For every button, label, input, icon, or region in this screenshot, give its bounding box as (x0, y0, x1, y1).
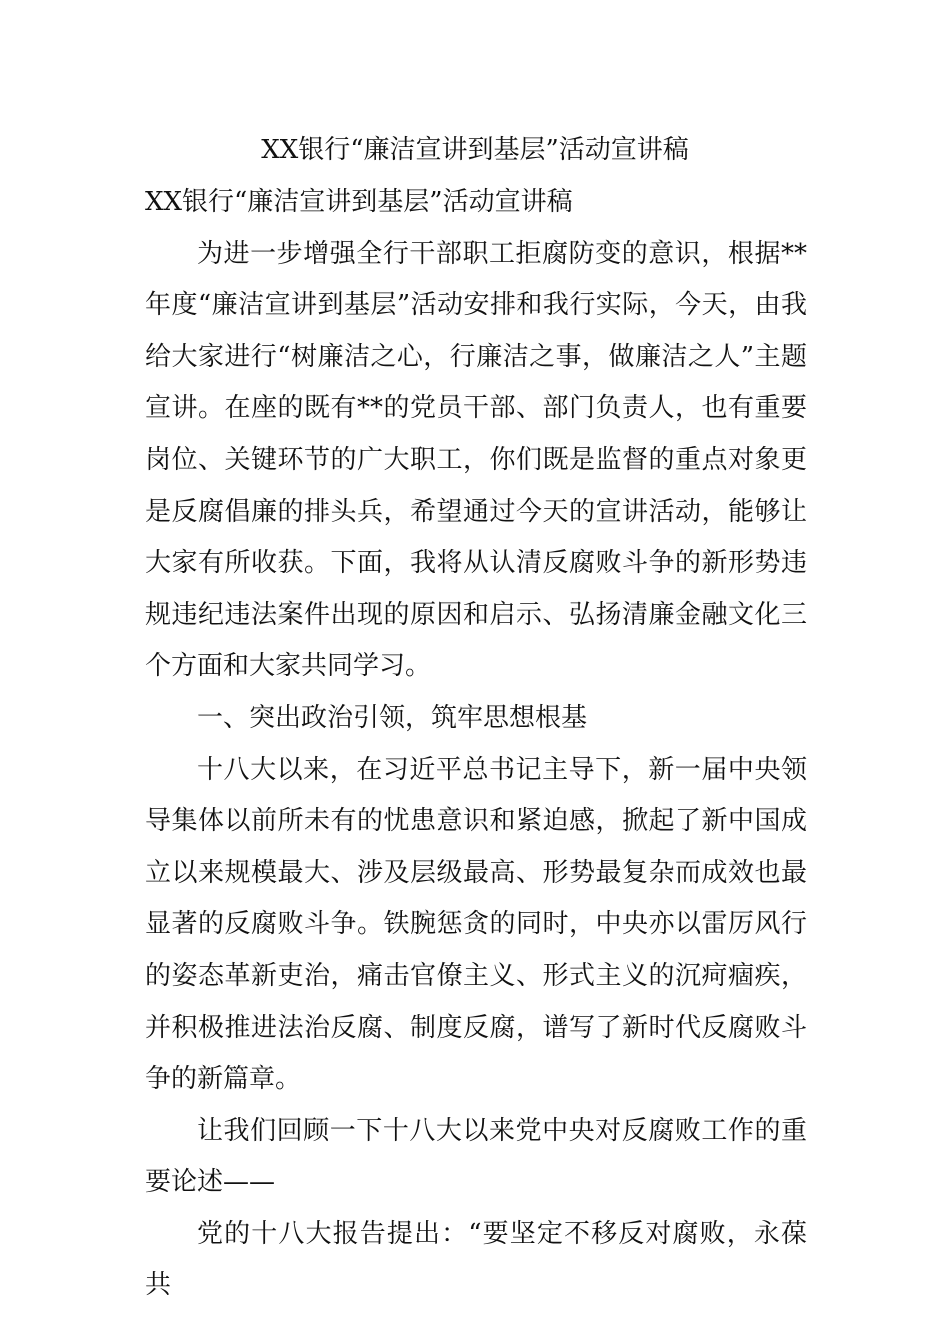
document-subtitle: XX银行“廉洁宣讲到基层”活动宣讲稿 (145, 187, 573, 217)
document-body (145, 177, 807, 1312)
paragraph-report: 党的十八大报告提出：“要坚定不移反对腐败，永葆共 (145, 1218, 807, 1301)
paragraph-section-1: 十八大以来，在习近平总书记主导下，新一届中央领导集体以前所未有的忧患意识和紧迫感，掀起了新中国成立以来规模最大、涉及层级最高、形势最复杂而成效也最显著的反腐败斗争。铁腕惩贪的同时，中央亦以雷厉风行的姿态革新吏治，痛击官僚主义、形式主义的沉疴痼疾，并积极推进法治反腐、制度反腐，谱写了新时代反腐败斗争的新篇章。 (145, 754, 807, 1095)
section-heading-1: 一、突出政治引领，筑牢思想根基 (197, 702, 588, 733)
paragraph-intro: 为进一步增强全行干部职工拒腐防变的意识，根据**年度“廉洁宣讲到基层”活动安排和我行实际，今天，由我给大家进行“树廉洁之心，行廉洁之事，做廉洁之人”主题宣讲。在座的既有**的党员干部、部门负责人，也有重要岗位、关键环节的广大职工，你们既是监督的重点对象更是反腐倡廉的排头兵，希望通过今天的宣讲活动，能够让大家有所收获。下面，我将从认清反腐败斗争的新形势违规违纪违法案件出现的原因和启示、弘扬清廉金融文化三个方面和大家共同学习。 (145, 238, 807, 682)
document-title: XX银行“廉洁宣讲到基层”活动宣讲稿 (261, 135, 689, 165)
paragraph-review: 让我们回顾一下十八大以来党中央对反腐败工作的重要论述—— (145, 1115, 807, 1198)
